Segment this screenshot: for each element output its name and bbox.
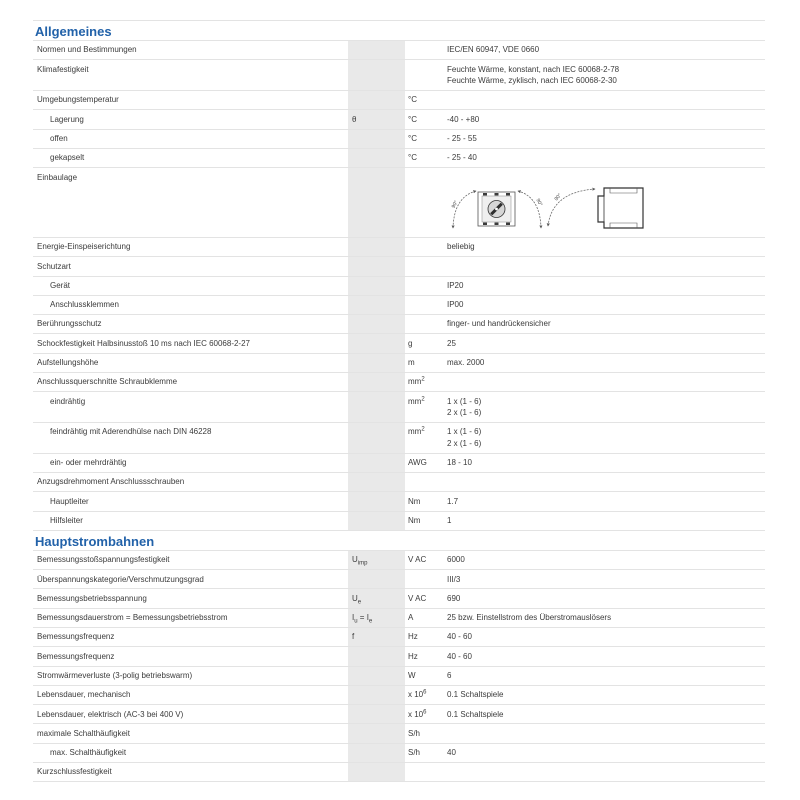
spec-symbol [348, 129, 405, 148]
spec-label: Kurzschlussfestigkeit [33, 763, 348, 782]
spec-unit [405, 666, 443, 685]
spec-row [33, 237, 765, 256]
spec-value [443, 763, 765, 782]
spec-value [443, 647, 765, 666]
spec-value [443, 608, 765, 627]
spec-unit [405, 608, 443, 627]
spec-unit [405, 91, 443, 110]
spec-label: Hilfsleiter [33, 511, 348, 530]
unit-superscript: 6 [423, 709, 427, 716]
unit-superscript: 6 [423, 689, 427, 696]
spec-value [443, 168, 765, 238]
spec-value-line: III/3 [447, 574, 461, 584]
spec-label: Umgebungstemperatur [33, 91, 348, 110]
spec-value-line: 25 bzw. Einstellstrom des Überstromauslösers [447, 613, 612, 623]
spec-unit [405, 129, 443, 148]
spec-unit [405, 724, 443, 743]
spec-label: offen [33, 129, 348, 148]
unit-text: mm [408, 396, 422, 406]
front-view-icon [450, 191, 544, 228]
spec-label: Bemessungsbetriebsspannung [33, 589, 348, 608]
spec-row [33, 257, 765, 276]
unit-text: W [408, 670, 416, 680]
spec-value-line: Feuchte Wärme, zyklisch, nach IEC 60068-2-30 [447, 76, 617, 86]
spec-symbol [348, 257, 405, 276]
spec-label: Anschlussquerschnitte Schraubklemme [33, 372, 348, 391]
symbol-subscript: u [354, 618, 358, 625]
spec-value [443, 570, 765, 589]
spec-row [33, 129, 765, 148]
spec-value [443, 705, 765, 724]
spec-unit [405, 41, 443, 60]
spec-value-line: 40 - 60 [447, 632, 472, 642]
spec-row [33, 91, 765, 110]
unit-text: Hz [408, 632, 418, 642]
spec-value [443, 392, 765, 423]
unit-text: x 10 [408, 690, 424, 700]
spec-value-line: finger- und handrückensicher [447, 319, 551, 329]
spec-unit [405, 334, 443, 353]
spec-symbol [348, 168, 405, 238]
spec-unit [405, 353, 443, 372]
spec-value-line: 25 [447, 338, 456, 348]
spec-row [33, 589, 765, 608]
spec-symbol [348, 315, 405, 334]
unit-text: m [408, 358, 415, 368]
spec-unit [405, 276, 443, 295]
spec-row [33, 423, 765, 454]
unit-text: S/h [408, 728, 421, 738]
spec-symbol [348, 392, 405, 423]
symbol-text: U [352, 555, 358, 565]
spec-value [443, 148, 765, 167]
unit-text: Nm [408, 496, 421, 506]
spec-value [443, 666, 765, 685]
unit-text: °C [408, 153, 417, 163]
spec-symbol [348, 453, 405, 472]
spec-symbol [348, 372, 405, 391]
spec-value [443, 589, 765, 608]
spec-label: Einbaulage [33, 168, 348, 238]
spec-value-line: 1 x (1 - 6) [447, 396, 482, 406]
spec-symbol [348, 685, 405, 704]
spec-value-line: 690 [447, 593, 461, 603]
side-view-icon [548, 188, 643, 228]
spec-symbol [348, 492, 405, 511]
section-header-row [33, 530, 765, 550]
symbol-text: U [352, 593, 358, 603]
spec-unit [405, 705, 443, 724]
spec-value [443, 129, 765, 148]
mounting-position-icon [447, 182, 761, 234]
spec-unit [405, 685, 443, 704]
spec-label: Anschlussklemmen [33, 295, 348, 314]
spec-symbol [348, 237, 405, 256]
spec-value-line: 2 x (1 - 6) [447, 438, 482, 448]
spec-value [443, 110, 765, 129]
spec-symbol [348, 511, 405, 530]
unit-superscript: 2 [421, 376, 425, 383]
spec-label: Bemessungsfrequenz [33, 628, 348, 647]
spec-symbol [348, 724, 405, 743]
spec-value [443, 423, 765, 454]
spec-value-line: 2 x (1 - 6) [447, 408, 482, 418]
spec-unit [405, 550, 443, 569]
spec-unit [405, 589, 443, 608]
spec-value [443, 492, 765, 511]
spec-row [33, 666, 765, 685]
spec-value-line: - 25 - 40 [447, 153, 477, 163]
spec-row [33, 550, 765, 569]
unit-text: x 10 [408, 709, 424, 719]
symbol-text: I [352, 613, 355, 623]
spec-row [33, 334, 765, 353]
spec-symbol [348, 666, 405, 685]
tilt-arc-icon [548, 189, 595, 226]
spec-unit [405, 473, 443, 492]
spec-row [33, 41, 765, 60]
spec-row [33, 276, 765, 295]
spec-unit [405, 257, 443, 276]
spec-symbol [348, 41, 405, 60]
spec-label: Bemessungsdauerstrom = Bemessungsbetriebsstrom [33, 608, 348, 627]
spec-label: Aufstellungshöhe [33, 353, 348, 372]
spec-value-line: 40 - 60 [447, 651, 472, 661]
spec-value [443, 353, 765, 372]
spec-row [33, 492, 765, 511]
spec-value-line: -40 - +80 [447, 114, 480, 124]
unit-text: A [408, 613, 414, 623]
spec-symbol [348, 628, 405, 647]
spec-unit [405, 148, 443, 167]
spec-label: Energie-Einspeiserichtung [33, 237, 348, 256]
spec-row [33, 60, 765, 91]
spec-value-line: IEC/EN 60947, VDE 0660 [447, 45, 540, 55]
spec-value [443, 372, 765, 391]
spec-unit [405, 392, 443, 423]
spec-value-line: 18 - 10 [447, 458, 472, 468]
unit-text: mm [408, 377, 422, 387]
spec-symbol [348, 743, 405, 762]
spec-value-line: IP20 [447, 280, 464, 290]
unit-text: mm [408, 427, 422, 437]
spec-value-line: 1 x (1 - 6) [447, 427, 482, 437]
spec-symbol [348, 148, 405, 167]
spec-value [443, 453, 765, 472]
section-title: Hauptstrombahnen [33, 530, 765, 550]
unit-superscript: 2 [421, 396, 425, 403]
spec-label: Bemessungsfrequenz [33, 647, 348, 666]
spec-value-line: beliebig [447, 242, 475, 252]
spec-value-line: 0.1 Schaltspiele [447, 709, 504, 719]
spec-row [33, 763, 765, 782]
unit-text: Hz [408, 651, 418, 661]
unit-text: AWG [408, 458, 427, 468]
spec-row [33, 473, 765, 492]
spec-value [443, 511, 765, 530]
spec-label: Überspannungskategorie/Verschmutzungsgrad [33, 570, 348, 589]
unit-text: °C [408, 134, 417, 144]
spec-row [33, 110, 765, 129]
spec-label: Schockfestigkeit Halbsinusstoß 10 ms nach IEC 60068-2-27 [33, 334, 348, 353]
spec-symbol [348, 334, 405, 353]
spec-label: maximale Schalthäufigkeit [33, 724, 348, 743]
unit-text: V AC [408, 593, 427, 603]
spec-value [443, 473, 765, 492]
spec-symbol [348, 473, 405, 492]
spec-row [33, 570, 765, 589]
spec-row [33, 743, 765, 762]
spec-symbol [348, 550, 405, 569]
spec-unit [405, 511, 443, 530]
spec-value [443, 743, 765, 762]
spec-value-line: 40 [447, 748, 456, 758]
unit-superscript: 2 [421, 426, 425, 433]
spec-unit [405, 110, 443, 129]
spec-row [33, 372, 765, 391]
spec-value [443, 295, 765, 314]
spec-label: feindrähtig mit Aderendhülse nach DIN 46228 [33, 423, 348, 454]
unit-text: °C [408, 95, 417, 105]
spec-row [33, 705, 765, 724]
unit-text: Nm [408, 516, 421, 526]
spec-value-line: - 25 - 55 [447, 134, 477, 144]
spec-label: Schutzart [33, 257, 348, 276]
spec-unit [405, 570, 443, 589]
spec-row [33, 608, 765, 627]
spec-unit [405, 168, 443, 238]
spec-value-line: max. 2000 [447, 358, 485, 368]
spec-value-line: 1.7 [447, 496, 459, 506]
symbol-subscript: imp [357, 560, 368, 567]
spec-row [33, 511, 765, 530]
spec-symbol [348, 295, 405, 314]
spec-value [443, 550, 765, 569]
section-header-row [33, 21, 765, 41]
spec-unit [405, 743, 443, 762]
unit-text: S/h [408, 748, 421, 758]
spec-label: eindrähtig [33, 392, 348, 423]
symbol-subscript: e [357, 599, 362, 606]
spec-value-line: 0.1 Schaltspiele [447, 690, 504, 700]
spec-row [33, 315, 765, 334]
spec-value [443, 334, 765, 353]
mounting-position-svg [447, 182, 647, 234]
spec-symbol [348, 423, 405, 454]
unit-text: g [408, 338, 413, 348]
spec-label: Normen und Bestimmungen [33, 41, 348, 60]
spec-symbol [348, 110, 405, 129]
spec-value-line: 6 [447, 670, 452, 680]
spec-symbol [348, 705, 405, 724]
spec-value [443, 41, 765, 60]
symbol-text: f [352, 632, 355, 642]
spec-label: Gerät [33, 276, 348, 295]
spec-label: Lebensdauer, mechanisch [33, 685, 348, 704]
spec-unit [405, 372, 443, 391]
spec-unit [405, 647, 443, 666]
spec-symbol [348, 763, 405, 782]
spec-value [443, 628, 765, 647]
spec-label: Stromwärmeverluste (3-polig betriebswarm) [33, 666, 348, 685]
symbol-text: θ [352, 114, 357, 124]
spec-unit [405, 423, 443, 454]
spec-label: Anzugsdrehmoment Anschlussschrauben [33, 473, 348, 492]
spec-value [443, 685, 765, 704]
spec-row [33, 647, 765, 666]
spec-table [33, 20, 765, 782]
spec-label: Berührungsschutz [33, 315, 348, 334]
spec-label: ein- oder mehrdrähtig [33, 453, 348, 472]
spec-unit [405, 492, 443, 511]
spec-symbol [348, 276, 405, 295]
spec-unit [405, 315, 443, 334]
spec-value-line: 1 [447, 516, 452, 526]
symbol-subscript: e [368, 618, 373, 625]
spec-unit [405, 60, 443, 91]
spec-label: Lebensdauer, elektrisch (AC-3 bei 400 V) [33, 705, 348, 724]
angle-label: 90° [534, 197, 544, 207]
spec-unit [405, 295, 443, 314]
spec-value [443, 91, 765, 110]
spec-label: Bemessungsstoßspannungsfestigkeit [33, 550, 348, 569]
spec-value-line: Feuchte Wärme, konstant, nach IEC 60068-2-78 [447, 64, 620, 74]
angle-label: 90° [450, 199, 460, 209]
angle-label: 90° [553, 192, 563, 202]
spec-value [443, 276, 765, 295]
spec-row [33, 353, 765, 372]
rotation-arc-right-icon [518, 191, 544, 228]
unit-text: °C [408, 114, 417, 124]
datasheet [33, 20, 765, 782]
spec-symbol [348, 589, 405, 608]
spec-value [443, 315, 765, 334]
spec-symbol [348, 353, 405, 372]
spec-row [33, 148, 765, 167]
spec-label: Klimafestigkeit [33, 60, 348, 91]
spec-symbol [348, 60, 405, 91]
symbol-text: = I [357, 613, 369, 623]
spec-value [443, 60, 765, 91]
spec-symbol [348, 647, 405, 666]
section-title: Allgemeines [33, 21, 765, 41]
spec-label: Lagerung [33, 110, 348, 129]
spec-label: gekapselt [33, 148, 348, 167]
spec-symbol [348, 608, 405, 627]
spec-row [33, 392, 765, 423]
spec-unit [405, 763, 443, 782]
spec-label: Hauptleiter [33, 492, 348, 511]
spec-row [33, 168, 765, 238]
spec-row [33, 685, 765, 704]
spec-value-line: IP00 [447, 300, 464, 310]
spec-value [443, 237, 765, 256]
spec-row [33, 724, 765, 743]
unit-text: V AC [408, 555, 427, 565]
spec-value [443, 257, 765, 276]
spec-label: max. Schalthäufigkeit [33, 743, 348, 762]
spec-unit [405, 628, 443, 647]
spec-value [443, 724, 765, 743]
spec-unit [405, 237, 443, 256]
spec-symbol [348, 91, 405, 110]
rotation-arc-left-icon [450, 191, 476, 228]
spec-row [33, 295, 765, 314]
spec-symbol [348, 570, 405, 589]
spec-row [33, 453, 765, 472]
spec-value-line: 6000 [447, 555, 465, 565]
spec-unit [405, 453, 443, 472]
spec-row [33, 628, 765, 647]
spec-table-body [33, 21, 765, 782]
